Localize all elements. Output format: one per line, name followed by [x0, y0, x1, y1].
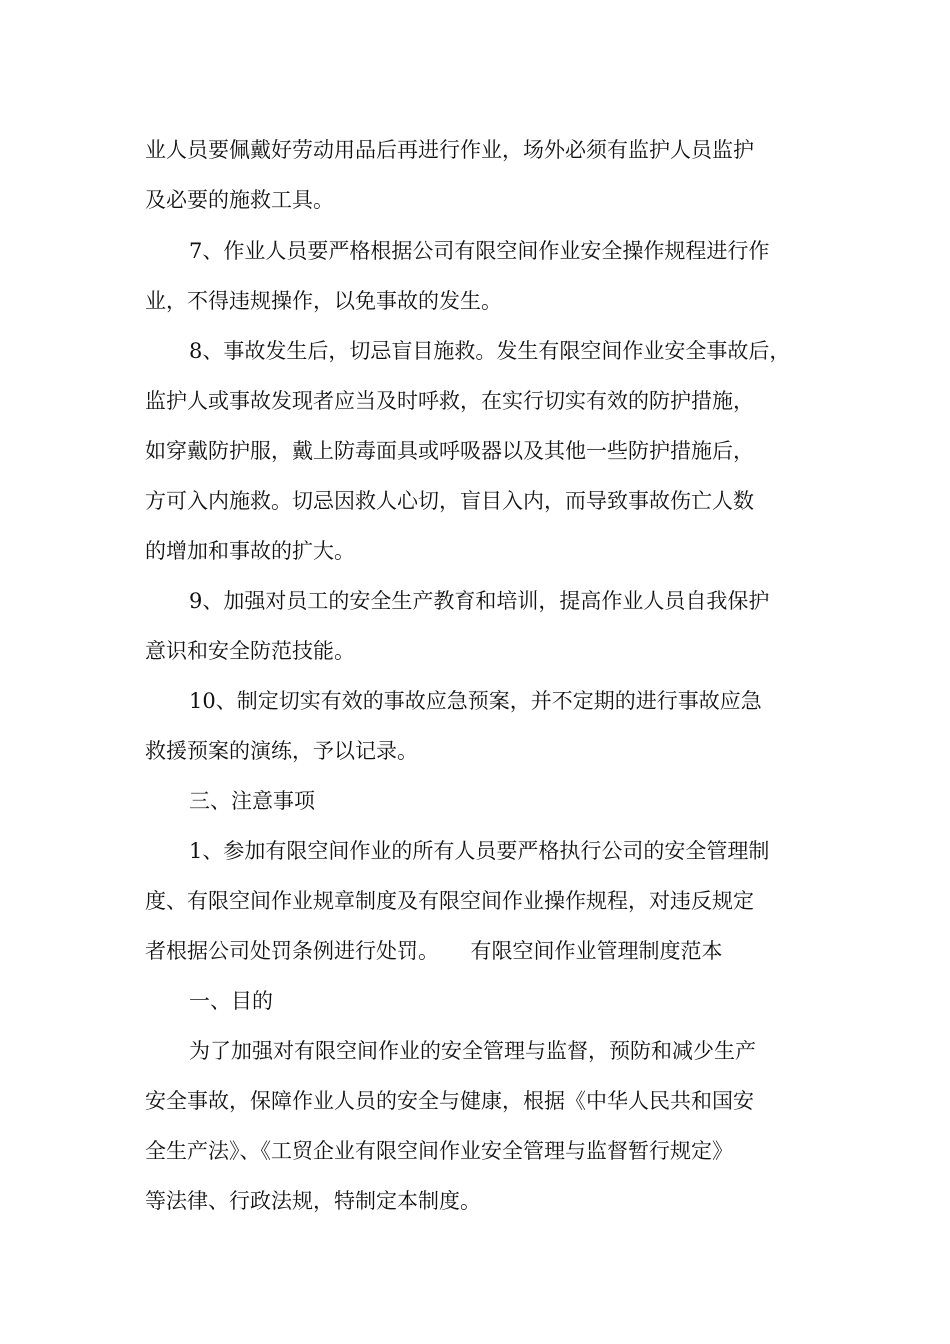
- text-line: 安全事故，保障作业人员的安全与健康，根据《中华人民共和国安: [145, 1089, 754, 1113]
- text-line: 为了加强对有限空间作业的安全管理与监督，预防和减少生产: [189, 1039, 756, 1063]
- text-line: 如穿戴防护服，戴上防毒面具或呼吸器以及其他一些防护措施后，: [145, 439, 754, 463]
- text-line: 等法律、行政法规，特制定本制度。: [145, 1189, 481, 1213]
- text-line: 者根据公司处罚条例进行处罚。 有限空间作业管理制度范本: [145, 939, 723, 963]
- text-line: 的增加和事故的扩大。: [145, 539, 355, 563]
- text-line: 度、有限空间作业规章制度及有限空间作业操作规程，对违反规定: [145, 889, 754, 913]
- text-line: 方可入内施救。切忌因救人心切，盲目入内，而导致事故伤亡人数: [145, 489, 754, 513]
- text-line: 1、参加有限空间作业的所有人员要严格执行公司的安全管理制: [189, 839, 770, 863]
- text-line: 业人员要佩戴好劳动用品后再进行作业，场外必须有监护人员监护: [145, 138, 754, 162]
- text-line: 救援预案的演练，予以记录。: [145, 739, 418, 763]
- text-line: 业，不得违规操作，以免事故的发生。: [145, 289, 502, 313]
- text-line: 10、制定切实有效的事故应急预案，并不定期的进行事故应急: [189, 689, 762, 713]
- section-heading: 三、注意事项: [189, 789, 315, 813]
- text-line: 监护人或事故发现者应当及时呼救，在实行切实有效的防护措施，: [145, 389, 754, 413]
- text-line: 9、加强对员工的安全生产教育和培训，提高作业人员自我保护: [189, 589, 770, 613]
- text-line: 意识和安全防范技能。: [145, 639, 355, 663]
- text-line: 8、事故发生后，切忌盲目施救。发生有限空间作业安全事故后，: [189, 339, 791, 363]
- text-line: 全生产法》、《工贸企业有限空间作业安全管理与监督暂行规定》: [145, 1139, 733, 1163]
- section-heading: 一、目的: [189, 989, 273, 1013]
- text-line: 及必要的施救工具。: [145, 188, 334, 212]
- text-line: 7、作业人员要严格根据公司有限空间作业安全操作规程进行作: [189, 239, 770, 263]
